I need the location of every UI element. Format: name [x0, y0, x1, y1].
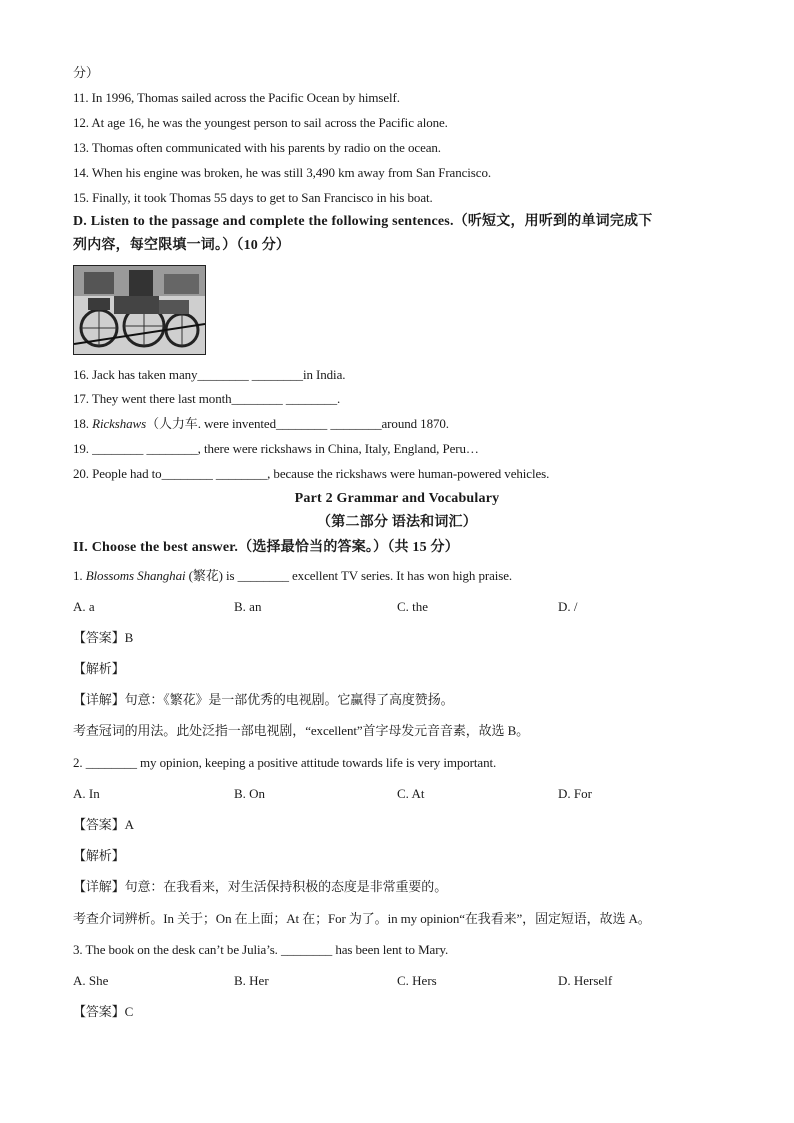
- q1-analysis-tag: 【解析】: [73, 661, 125, 676]
- q18-number: 18.: [73, 416, 93, 431]
- q2-option-d: D. For: [558, 786, 592, 801]
- q2-answer-tag: 【答案】: [73, 817, 125, 832]
- q1-option-b: B. an: [234, 599, 262, 614]
- question-17: 17. They went there last month________ ________.: [73, 391, 341, 406]
- q3-answer-value: C: [124, 1004, 134, 1019]
- q2-option-c: C. At: [397, 786, 425, 801]
- question-19: 19. ________ ________, there were rickshaws in China, Italy, England, Peru…: [73, 441, 479, 456]
- q2-option-a: A. In: [73, 786, 100, 801]
- q1-rest: (繁花) is ________ excellent TV series. It has won high praise.: [185, 568, 513, 583]
- statement-15: 15. Finally, it took Thomas 55 days to get to San Francisco in his boat.: [73, 190, 433, 205]
- previous-section-tail: 分）: [73, 65, 99, 80]
- part2-title: Part 2 Grammar and Vocabulary: [294, 491, 500, 506]
- q2-detail-tag: 【详解】: [73, 879, 125, 894]
- q2-answer-value: A: [124, 817, 134, 832]
- q3-option-c: C. Hers: [397, 973, 437, 988]
- question-2: 2. ________ my opinion, keeping a positive attitude towards life is very important.: [73, 755, 497, 770]
- section-d-heading-cont: 列内容，每空限填一词。）（10 分）: [73, 238, 291, 253]
- section-d-heading: D. Listen to the passage and complete the following sentences.（听短文，用听到的单词完成下: [73, 214, 653, 229]
- rickshaw-photo-graphic: [74, 266, 205, 354]
- q1-option-a: A. a: [73, 599, 95, 614]
- question-3: 3. The book on the desk can’t be Julia’s. ________ has been lent to Mary.: [73, 942, 449, 957]
- q18-rest: （人力车. were invented________ ________around 1870.: [146, 416, 449, 431]
- question-20: 20. People had to________ ________, because the rickshaws were human-powered vehicles.: [73, 466, 550, 481]
- q3-option-d: D. Herself: [558, 973, 613, 988]
- statement-11: 11. In 1996, Thomas sailed across the Pacific Ocean by himself.: [73, 90, 400, 105]
- q2-analysis-tag: 【解析】: [73, 848, 125, 863]
- q2-explanation: 考查介词辨析。In 关于；On 在上面；At 在；For 为了。in my opinion“在我看来”，固定短语，故选 A。: [73, 911, 651, 926]
- question-18: [73, 415, 449, 433]
- q3-option-a: A. She: [73, 973, 109, 988]
- statement-14: 14. When his engine was broken, he was still 3,490 km away from San Francisco.: [73, 165, 491, 180]
- q1-answer-value: B: [124, 630, 134, 645]
- statement-13: 13. Thomas often communicated with his parents by radio on the ocean.: [73, 140, 441, 155]
- q1-detail-tag: 【详解】: [73, 692, 125, 707]
- q2-option-b: B. On: [234, 786, 266, 801]
- section-ii-heading: II. Choose the best answer.（选择最恰当的答案。）（共 15 分）: [73, 540, 459, 555]
- q1-detail: [73, 691, 454, 709]
- statement-12: 12. At age 16, he was the youngest person to sail across the Pacific alone.: [73, 115, 448, 130]
- q1-explanation: 考查冠词的用法。此处泛指一部电视剧，“excellent”首字母发元音音素，故选 B。: [73, 723, 530, 738]
- q2-detail-text: 句意：在我看来，对生活保持积极的态度是非常重要的。: [124, 879, 448, 894]
- q1-answer: [73, 629, 133, 647]
- question-16: 16. Jack has taken many________ ________in India.: [73, 367, 346, 382]
- q1-answer-tag: 【答案】: [73, 630, 125, 645]
- q2-answer: [73, 816, 134, 834]
- question-1: [73, 567, 512, 585]
- q1-number: 1.: [73, 568, 86, 583]
- q1-italic-title: Blossoms Shanghai: [85, 568, 186, 583]
- rickshaw-photo: [73, 265, 206, 355]
- q3-answer: [73, 1003, 133, 1021]
- q1-option-d: D. /: [558, 599, 578, 614]
- q1-option-c: C. the: [397, 599, 429, 614]
- q1-detail-text: 句意：《繁花》是一部优秀的电视剧。它赢得了高度赞扬。: [124, 692, 454, 707]
- q2-detail: [73, 878, 447, 896]
- q18-italic-term: Rickshaws: [92, 416, 147, 431]
- q3-option-b: B. Her: [234, 973, 269, 988]
- q3-answer-tag: 【答案】: [73, 1004, 125, 1019]
- part2-subtitle: （第二部分 语法和词汇）: [317, 515, 477, 530]
